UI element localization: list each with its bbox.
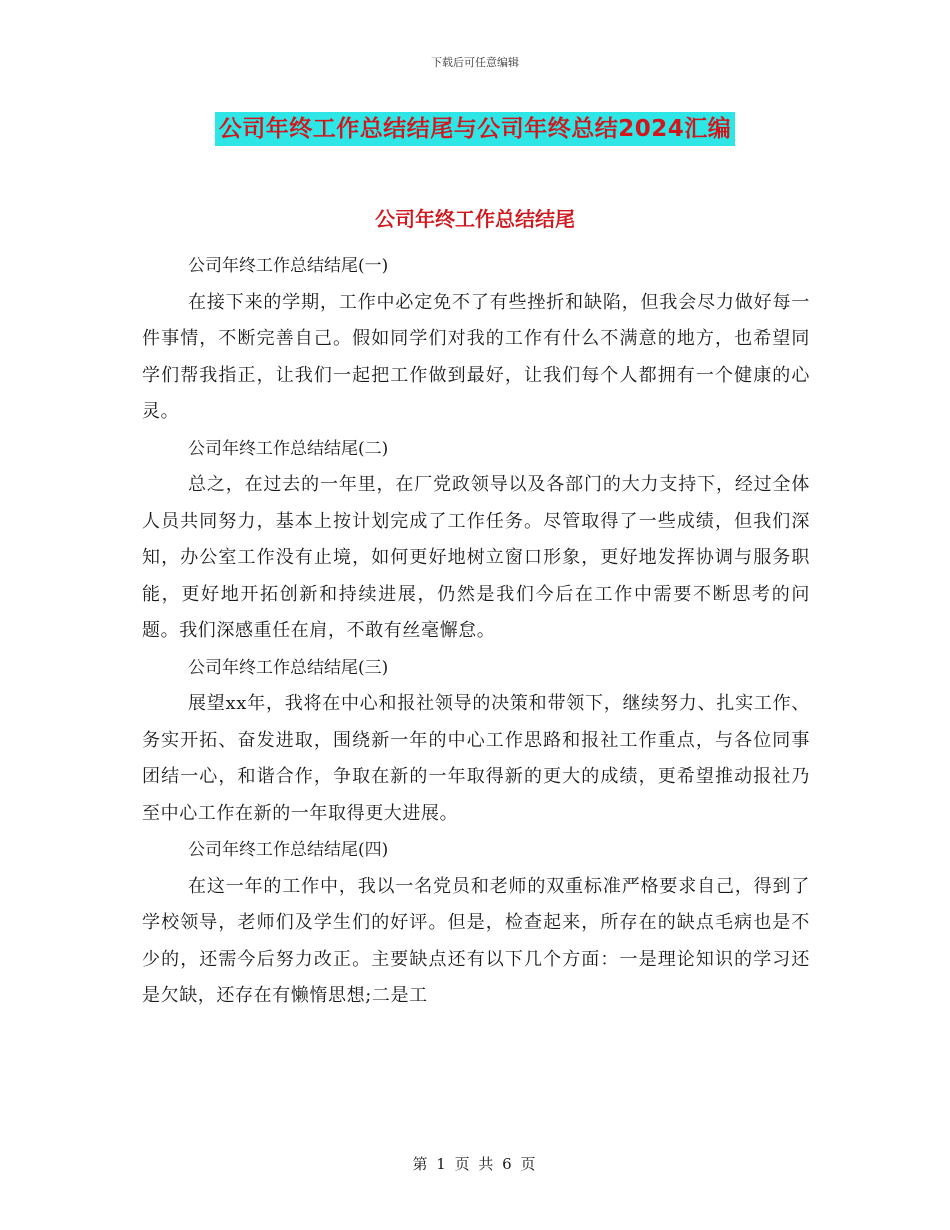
section-title: 公司年终工作总结结尾 xyxy=(375,207,575,231)
subheading-1: 公司年终工作总结结尾(一) xyxy=(188,256,389,276)
header-note: 下载后可任意编辑 xyxy=(431,56,519,69)
subheading-3: 公司年终工作总结结尾(三) xyxy=(188,657,389,678)
doc-title-container xyxy=(0,112,950,146)
paragraph-4: 在这一年的工作中，我以一名党员和老师的双重标准严格要求自己，得到了学校领导，老师们及学生们的好评。但是，检查起来，所存在的缺点毛病也是不少的，还需今后努力改正。主要缺点还有以下几个方面：一是理论知识的学习还是欠缺，还存在有懒惰思想;二是工 xyxy=(142,875,810,1006)
page-footer: 第 1 页 共 6 页 xyxy=(412,1155,538,1173)
subheading-2: 公司年终工作总结结尾(二) xyxy=(188,438,389,459)
paragraph-2: 总之，在过去的一年里，在厂党政领导以及各部门的大力支持下，经过全体人员共同努力，基本上按计划完成了工作任务。尽管取得了一些成绩，但我们深知，办公室工作没有止境，如何更好地树立窗口形象，更好地发挥协调与服务职能，更好地开拓创新和持续进展，仍然是我们今后在工作中需要不断思考的问题。我们深感重任在肩，不敢有丝毫懈怠。 xyxy=(142,474,810,641)
paragraph-3: 展望xx年，我将在中心和报社领导的决策和带领下，继续努力、扎实工作、务实开拓、奋发进取，围绕新一年的中心工作思路和报社工作重点，与各位同事团结一心，和谐合作，争取在新的一年取得新的更大的成绩，更希望推动报社乃至中心工作在新的一年取得更大进展。 xyxy=(142,693,810,824)
paragraph-1: 在接下来的学期，工作中必定免不了有些挫折和缺陷，但我会尽力做好每一件事情，不断完善自己。假如同学们对我的工作有什么不满意的地方，也希望同学们帮我指正，让我们一起把工作做到最好，让我们每个人都拥有一个健康的心灵。 xyxy=(142,291,810,422)
subheading-4: 公司年终工作总结结尾(四) xyxy=(188,840,389,860)
document-body xyxy=(142,248,810,1015)
document-title: 公司年终工作总结结尾与公司年终总结2024汇编 xyxy=(215,112,736,146)
